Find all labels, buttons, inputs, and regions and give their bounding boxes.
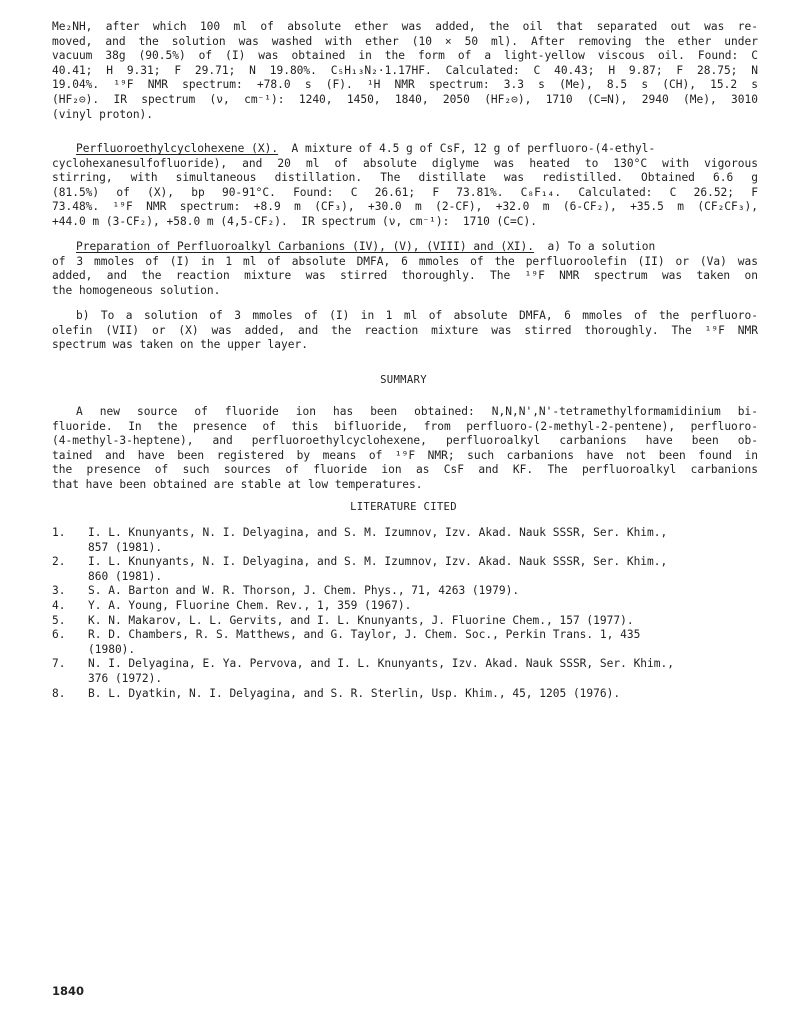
reference-item (52, 614, 758, 629)
text-line: cyclohexanesulfofluoride), and 20 ml of absolute diglyme was heated to 130°C with vigorous (52, 156, 758, 170)
reference-line: S. A. Barton and W. R. Thorson, J. Chem. Phys., 71, 4263 (1979). (88, 584, 520, 598)
text-line: A new source of fluoride ion has been obtained: N,N,N',N'-tetramethylformamidinium bi- (76, 405, 758, 418)
text-line: stirring, with simultaneous distillation. The distillate was redistilled. Obtained 6.6 g (52, 171, 758, 185)
reference-line: 857 (1981). (88, 540, 163, 554)
reference-item (52, 599, 758, 614)
section-title: Preparation of Perfluoroalkyl Carbanions (IV), (V), (VIII) and (XI). (76, 240, 535, 253)
reference-number: 1. (52, 526, 66, 539)
text-line: that have been obtained are stable at low temperatures. (52, 477, 423, 491)
reference-number: 8. (52, 686, 66, 700)
text-line: of 3 mmoles of (I) in 1 ml of absolute DMFA, 6 mmoles of the perfluoroolefin (II) or (Va) was (52, 254, 758, 268)
section-title: Perfluoroethylcyclohexene (X). (76, 142, 279, 155)
reference-number: 3. (52, 584, 66, 598)
reference-item (52, 584, 758, 599)
reference-line: N. I. Delyagina, E. Ya. Pervova, and I. L. Knunyants, Izv. Akad. Nauk SSSR, Ser. Khim., (88, 657, 674, 671)
reference-line: I. L. Knunyants, N. I. Delyagina, and S. M. Izumnov, Izv. Akad. Nauk SSSR, Ser. Khim., (88, 555, 668, 569)
reference-line: (1980). (88, 642, 136, 656)
text-fragment: a) To a solution (534, 240, 656, 253)
text-line: 73.48%. ¹⁹F NMR spectrum: +8.9 m (CF₃), +30.0 m (2-CF), +32.0 m (6-CF₂), +35.5 m (CF₂CF₃), (52, 200, 758, 214)
text-line: 40.41; H 9.31; F 29.71; N 19.80%. C₅H₁₃N₂·1.17HF. Calculated: C 40.43; H 9.87; F 28.75; N (52, 63, 758, 77)
reference-item (52, 628, 758, 657)
text-line: added, and the reaction mixture was stirred thoroughly. The ¹⁹F NMR spectrum was taken on (52, 269, 758, 283)
reference-line: 860 (1981). (88, 569, 163, 583)
reference-line: I. L. Knunyants, N. I. Delyagina, and S. M. Izumnov, Izv. Akad. Nauk SSSR, Ser. Khim., (88, 526, 668, 539)
reference-number: 7. (52, 657, 66, 671)
text-line: (81.5%) of (X), bp 90-91°C. Found: C 26.61; F 73.81%. C₈F₁₄. Calculated: C 26.52; F (52, 185, 758, 199)
text-line: fluoride. In the presence of this bifluoride, from perfluoro-(2-methyl-2-pentene), perfluoro- (52, 419, 758, 433)
text-line: moved, and the solution was washed with ether (10 × 50 ml). After removing the ether under (52, 34, 758, 48)
text-line: Me₂NH, after which 100 ml of absolute ether was added, the oil that separated out was re- (52, 20, 758, 33)
reference-line: 376 (1972). (88, 671, 163, 685)
text-line: olefin (VII) or (X) was added, and the reaction mixture was stirred thoroughly. The ¹⁹F NMR (52, 323, 758, 337)
page-number: 1840 (52, 984, 85, 998)
reference-line: B. L. Dyatkin, N. I. Delyagina, and S. R. Sterlin, Usp. Khim., 45, 1205 (1976). (88, 686, 621, 700)
text-line: tained and have been registered by means of ¹⁹F NMR; such carbanions have not been found in (52, 448, 758, 462)
text-line (52, 142, 758, 157)
reference-number: 4. (52, 598, 66, 612)
paragraph-preparation-carbanions (52, 240, 758, 298)
text-line: (vinyl proton). (52, 107, 154, 121)
summary-paragraph (52, 405, 758, 493)
text-line (52, 240, 758, 255)
reference-item (52, 687, 758, 702)
reference-line: Y. A. Young, Fluorine Chem. Rev., 1, 359 (1967). (88, 598, 412, 612)
text-line: (4-methyl-3-heptene), and perfluoroethylcyclohexene, perfluoroalkyl carbanions have been ob- (52, 434, 758, 448)
text-line: b) To a solution of 3 mmoles of (I) in 1 ml of absolute DMFA, 6 mmoles of the perfluoro- (76, 309, 758, 322)
reference-line: R. D. Chambers, R. S. Matthews, and G. Taylor, J. Chem. Soc., Perkin Trans. 1, 435 (88, 628, 641, 642)
paragraph-perfluoroethylcyclohexene (52, 142, 758, 230)
reference-item (52, 657, 758, 686)
text-line: spectrum was taken on the upper layer. (52, 338, 308, 352)
text-line: the homogeneous solution. (52, 283, 221, 297)
text-line: the presence of such sources of fluoride ion as CsF and KF. The perfluoroalkyl carbanions (52, 463, 758, 477)
reference-item (52, 526, 758, 555)
text-line: vacuum 38g (90.5%) of (I) was obtained in the form of a light-yellow viscous oil. Found: C (52, 49, 758, 63)
reference-number: 5. (52, 613, 66, 627)
paragraph-procedure-b (52, 309, 758, 353)
reference-item (52, 555, 758, 584)
text-line: (HF₂⊝). IR spectrum (ν, cm⁻¹): 1240, 1450, 1840, 2050 (HF₂⊝), 1710 (C=N), 2940 (Me), 3010 (52, 92, 758, 106)
reference-number: 2. (52, 555, 66, 569)
summary-heading: SUMMARY (380, 374, 427, 386)
reference-list (52, 526, 758, 701)
reference-number: 6. (52, 628, 66, 642)
reference-line: K. N. Makarov, L. L. Gervits, and I. L. Knunyants, J. Fluorine Chem., 157 (1977). (88, 613, 634, 627)
text-line: 19.04%. ¹⁹F NMR spectrum: +78.0 s (F). ¹H NMR spectrum: 3.3 s (Me), 8.5 s (CH), 15.2 s (52, 78, 758, 92)
paragraph-experimental-1 (52, 20, 758, 122)
literature-heading: LITERATURE CITED (350, 501, 457, 513)
text-fragment: A mixture of 4.5 g of CsF, 12 g of perfluoro-(4-ethyl- (278, 142, 656, 155)
text-line: +44.0 m (3-CF₂), +58.0 m (4,5-CF₂). IR spectrum (ν, cm⁻¹): 1710 (C=C). (52, 214, 537, 228)
